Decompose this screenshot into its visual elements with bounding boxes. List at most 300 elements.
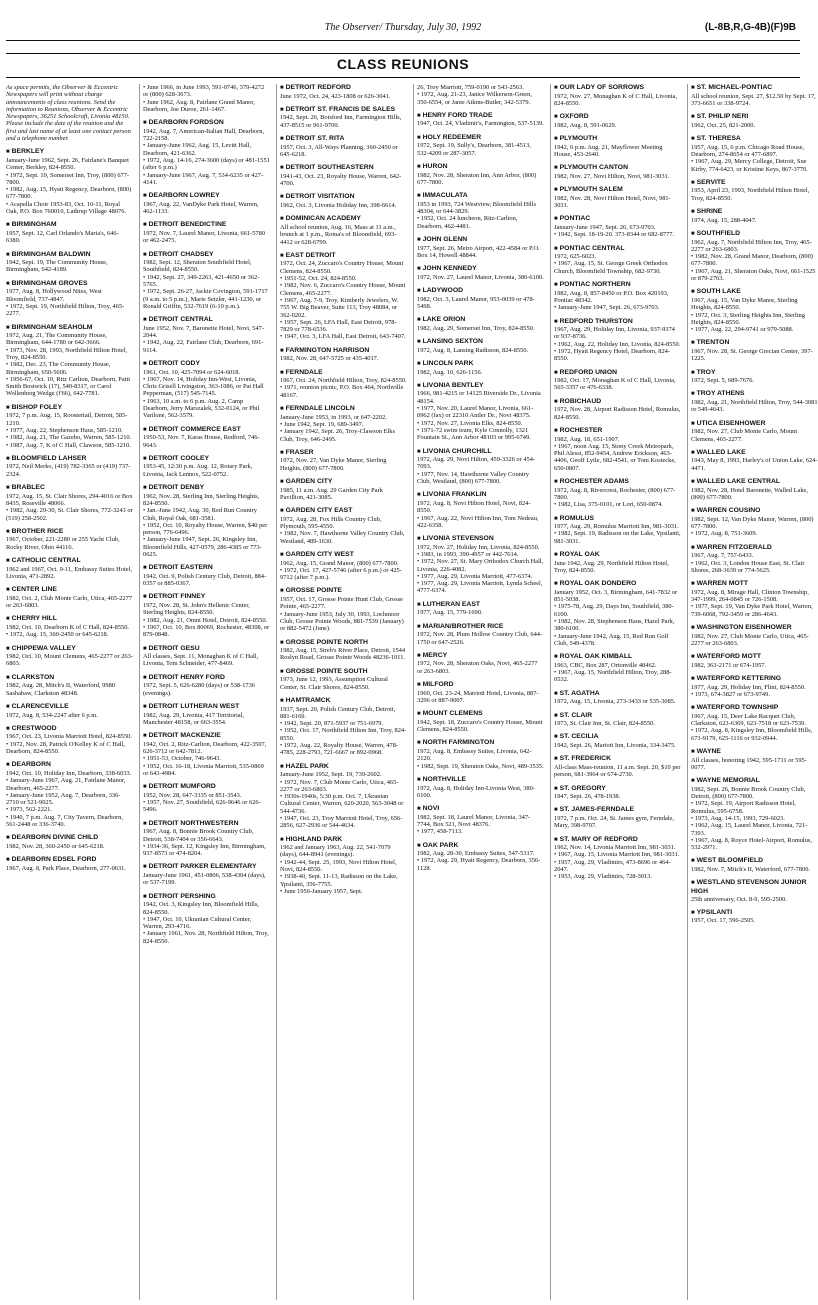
reunion-entry <box>143 863 270 886</box>
reunion-entry <box>691 230 818 282</box>
reunion-entry <box>143 484 270 558</box>
reunion-detail: 1982, 363-2171 or 674-1957. <box>691 661 767 669</box>
school-name: ■ GARDEN CITY <box>280 478 407 487</box>
reunion-entry <box>417 739 544 769</box>
reunion-entry <box>417 623 544 646</box>
school-name: ■ DETROIT COOLEY <box>143 455 270 464</box>
reunion-detail: 1962, Oct. 25, 821-2000. <box>691 121 756 129</box>
reunion-detail: • June 1962, Aug. 8, Fairlane Grand Manor, Dearborn, Joe Duroe, 261-1467. <box>143 98 255 113</box>
reunion-detail: • 1952, Oct. 10, Royalty House, Warren, $40 per person, 776-6496. <box>143 521 268 537</box>
reunion-detail: 1982, Oct. 17, Monaghan K of C Hall, Livonia, 565-3357 or 476-6338. <box>554 377 676 392</box>
reunion-detail: 1962, Aug. 15, Grand Manor, (800) 677-7800. <box>280 559 399 567</box>
reunion-detail: • 1972, Oct. 17, 427-5746 (after 6 p.m.) or 425-9712 (after 7 p.m.). <box>280 566 402 582</box>
page-header <box>6 22 800 36</box>
school-name: ■ ROYAL OAK <box>554 551 681 560</box>
reunion-entry <box>691 420 818 443</box>
reunion-entry <box>417 192 544 230</box>
reunion-entry <box>280 587 407 632</box>
reunion-entry <box>6 557 133 580</box>
reunion-detail: • June 1966, in June 1993, 591-0746, 379-4272 or (800) 628-3673. <box>143 84 265 99</box>
school-name: ■ WATERFORD MOTT <box>691 653 818 662</box>
reunion-detail: • 1957, Nov. 27, Southfield, 626-9646 or 626-5496. <box>143 799 261 814</box>
reunion-entry <box>554 515 681 545</box>
reunion-entry <box>280 507 407 545</box>
reunion-entry <box>554 712 681 728</box>
school-name: ■ HIGHLAND PARK <box>280 836 407 845</box>
reunion-entry <box>691 339 818 362</box>
reunion-entry <box>6 645 133 668</box>
school-name: ■ DETROIT SOUTHEASTERN <box>280 164 407 173</box>
reunion-entry <box>554 785 681 801</box>
reunion-entry <box>554 653 681 683</box>
reunion-entry <box>280 449 407 472</box>
school-name: ■ SOUTHFIELD <box>691 230 818 239</box>
school-name: ■ PLYMOUTH <box>554 135 681 144</box>
school-name: ■ DETROIT PARKER ELEMENTARY <box>143 863 270 872</box>
reunion-detail: 1972, Aug. 28, Fox Hills Country Club, Plymouth, 595-4550. <box>280 515 382 531</box>
reunion-detail: All-class Mass-reunion, 11 a.m. Sept. 20, $10 per person, 681-3964 or 674-2730. <box>554 763 681 779</box>
reunion-detail: • 1947, Oct. 23, Troy Marriott Hotel, Troy, 656-2856, 627-2936 or 544-4634. <box>280 814 403 830</box>
reunion-detail: • Acapella Choir 1953-83, Oct. 10-11, Royal Oak, P.O. Box 760010, Lathrup Village 48076. <box>6 200 127 216</box>
reunion-detail: 1947, Oct. 24, Vladimir's, Farmington, 537-5139. <box>417 120 544 128</box>
school-name: ■ HURON <box>417 163 544 172</box>
school-name: ■ LAKE ORION <box>417 316 544 325</box>
reunion-detail: • 1983, in 1993, 390-4957 or 442-7614. <box>417 551 519 558</box>
reunion-detail: 1982, Oct. 2, Club Monte Carlo, Utica, 465-2277 or 263-6803. <box>6 594 133 610</box>
school-name: ■ HENRY FORD TRADE <box>417 112 544 121</box>
reunion-entry <box>143 192 270 215</box>
reunion-detail: 1947, Sept. 26, 478-1938. <box>554 793 621 801</box>
reunion-detail: 1957, Oct. 3, All-Ways Planning, 360-2450 or 645-6218. <box>280 143 398 158</box>
reunion-detail: 1982, Sept. 12, Van Dyke Manor, Warren, (800) 677-7800. <box>691 515 814 531</box>
school-name: ■ DETROIT NORTHWESTERN <box>143 820 270 829</box>
reunion-columns <box>6 84 818 1300</box>
school-name: ■ LINCOLN PARK <box>417 360 544 369</box>
school-name: ■ PLYMOUTH SALEM <box>554 186 681 195</box>
reunion-entry <box>691 135 818 173</box>
school-name: ■ SHRINE <box>691 208 818 217</box>
school-name: ■ UTICA EISENHOWER <box>691 420 818 429</box>
reunion-entry <box>554 551 681 574</box>
reunion-detail: June 1952, Nov. 7, Baronette Hotel, Novi, 547-2044. <box>143 324 264 340</box>
reunion-entry <box>280 369 407 399</box>
school-name: ■ MARIAN/BROTHER RICE <box>417 623 544 632</box>
school-name: ■ SOUTH LAKE <box>691 288 818 297</box>
reunion-entry <box>554 690 681 706</box>
reunion-detail: • 1973, 674-3827 or 673-9749. <box>691 690 770 698</box>
reunion-detail: • 1982, Nov. 28, Grand Manor, Dearborn, (800) 677-7800. <box>691 253 813 268</box>
reunion-detail: • 1982, Nov. 6, Zuccaro's Country House, Mount Clemens, 465-2277. <box>280 282 406 297</box>
school-name: ■ DETROIT CENTRAL <box>143 316 270 325</box>
reunion-detail: • 1953, Aug. 29, Vladimirs, 728-3013. <box>554 873 652 881</box>
school-name: ■ LANSING SEXTON <box>417 338 544 347</box>
reunion-entry <box>6 856 133 872</box>
reunion-detail: 1977, Sept. 26, Metro Airport, 422-4584 or P.O. Box 14, Howell 48844. <box>417 244 540 259</box>
reunion-entry <box>691 369 818 385</box>
reunion-detail: • 1967, noon Aug. 15, Stony Creek Metropark, Phil Alessi, 852-9454, Andrew Erickson, 463-4406, Geoff Lytle, 682-4541, or Tom Kostecke, 650-0807. <box>554 442 676 472</box>
reunion-detail: 1977, Aug. 29, Holiday Inn, Flint, 824-8550. <box>691 683 806 691</box>
reunion-entry <box>554 164 681 180</box>
reunion-detail: • 1972, Sept. 19, Northfield Hilton, Troy, 465-2277. <box>6 302 125 318</box>
reunion-detail: 1972, Nov. 7, Laurel Manor, Livonia, 661-5780 or 462-2475. <box>143 229 265 245</box>
school-name: ■ BRABLEC <box>6 484 133 493</box>
reunion-detail: 1982, Aug. 8, 591-0629. <box>554 121 617 129</box>
reunion-detail: • January-June 1967, Aug. 7, 534-6235 or 427-4141. <box>143 171 264 186</box>
banner-rule-top <box>6 53 800 54</box>
reunion-detail: 1972, Nov. 28, Airport Radisson Hotel, Romulus, 824-8550. <box>554 406 681 421</box>
reunion-detail: 1942, Aug. 7, American-Italian Hall, Dearborn, 722-2158. <box>143 127 265 143</box>
reunion-detail: 1961, Oct. 10, 425-7094 or 624-6018. <box>143 368 241 376</box>
reunion-detail: 1972, Aug. 15, St. Clair Shores, 294-4016 or Box 8435, Roseville 48066. <box>6 492 133 507</box>
reunion-detail: • June 1956-January 1957, Sept. <box>280 887 363 895</box>
reunion-detail: 1957, Sept. 12, Carl Orlando's Maria's, 646-6380. <box>6 229 119 245</box>
reunion-detail: • 1971, reunion picnic, P.O. Box 464, Northville 48167. <box>280 384 404 399</box>
reunion-detail: • 1967, Aug. 15, Livonia Marriott Inn, 981-3031. <box>554 851 680 859</box>
reunion-entry <box>554 84 681 107</box>
reunion-detail: 1972, 7 p.m. Oct. 24, St. James gym, Ferndale, Mary, 398-9707. <box>554 814 674 830</box>
reunion-detail: 1942, Oct. 2, Ritz-Carlton, Dearborn, 422-3507, 626-3712 or 642-7812. <box>143 740 267 756</box>
reunion-detail: 26, Troy Marriott, 759-0190 or 543-2563. <box>417 84 524 91</box>
reunion-entry <box>280 668 407 691</box>
school-name: ■ CLARKSTON <box>6 674 133 683</box>
reunion-detail: • 1977, 458-7113. <box>417 828 463 836</box>
school-name: ■ WESTLAND STEVENSON JUNIOR HIGH <box>691 879 818 895</box>
page-code: (L-8B,R,G-4B)(F)9B <box>704 22 796 33</box>
school-name: ■ HOLY REDEEMER <box>417 134 544 143</box>
reunion-detail: 1972, Nov. 27, Van Dyke Manor, Sterling Heights, (800) 677-7800. <box>280 457 387 472</box>
reunion-detail: 1972, Aug. 8, Rivercrest, Rochester, (800) 677-7800. <box>554 486 676 501</box>
reunion-entry <box>143 426 270 449</box>
school-name: ■ ST. MARY OF REDFORD <box>554 836 681 845</box>
reunion-detail: • January-June 1947, Sept. 26, Kingsley Inn, Bloomfield Hills, 427-0579, 286-4385 or 773-0625. <box>143 536 262 558</box>
school-name: ■ TROY ATHENS <box>691 390 818 399</box>
school-name: ■ BISHOP FOLEY <box>6 404 133 413</box>
reunion-detail: 1972, 625-6023. <box>554 253 597 261</box>
school-name: ■ BIRMINGHAM SEAHOLM <box>6 324 133 333</box>
reunion-detail: • 1972, Nov. 7, Club Monte Carlo, Utica, 465-2277 or 263-6803. <box>280 778 399 793</box>
reunion-detail: 1962, Nov. 28, Sterling Inn, Sterling Heights, 824-8550. <box>143 492 260 507</box>
reunion-detail: • 1972, Sept. 26-27, Jackie Covington, 591-1717 (9 a.m. to 5 p.m.), Marie Setzler, 441-1230, or Ronald Griffin, 532-7619 (6-10 p.m.). <box>143 288 268 310</box>
reunion-detail: • January-June 1962, Aug. 15, Levitt Hall, Dearborn, 421-6362. <box>143 142 252 157</box>
reunion-detail: 1962 and January 1963, Aug. 22, 541-7079 (days), 644-8941 (evenings). <box>280 844 391 859</box>
reunion-detail: 1957, Oct. 17, 596-2505. <box>691 917 756 925</box>
banner-rule-bottom <box>6 77 800 78</box>
reunion-detail: All classes, Sept. 11, Monaghan K of C Hall, Livonia, Tom Schneider, 477-8469. <box>143 653 259 668</box>
reunion-detail: • 1942, Sept. 20, 871-5937 or 751-6979. <box>280 720 384 728</box>
column-5 <box>550 84 681 1300</box>
reunion-detail: • 1957, Sept. 26, LFA Hall, East Detroit, 978-7829 or 778-6536. <box>280 318 397 334</box>
reunion-detail: 1967, October, 221-2280 or 255 Yacht Club, Rocky River, Ohio 44116. <box>6 536 120 551</box>
school-name: ■ OUR LADY OF SORROWS <box>554 84 681 93</box>
reunion-detail: 1972, Aug. 8, Lansing Radisson, 824-8550. <box>417 346 529 354</box>
reunion-detail: 1950-53, Nov. 7, Karas House, Redford, 746-9643. <box>143 434 260 449</box>
reunion-entry <box>280 763 407 830</box>
school-name: ■ MOUNT CLEMENS <box>417 710 544 719</box>
reunion-detail: All classes, honoring 1942, 595-1711 or 595-0077. <box>691 756 807 771</box>
school-name: ■ GROSSE POINTE <box>280 587 407 596</box>
reunion-detail: • 1973, Aug. 14-15, 1993, 729-6023. <box>691 814 785 822</box>
school-name: ■ GARDEN CITY EAST <box>280 507 407 516</box>
reunion-detail: 1972, Sept. 5, 689-7676. <box>691 377 755 385</box>
reunion-detail: 1967, Aug. 8, Bonnie Brook Country Club, Detroit, 538-7404 or 356-6643. <box>143 828 254 843</box>
school-name: ■ JOHN KENNEDY <box>417 265 544 274</box>
reunion-detail: 1972, Aug. 8, Embassy Suites, Livonia, 642-2120. <box>417 748 532 763</box>
school-name: ■ ROMULUS <box>554 515 681 524</box>
reunion-detail: 1982, Sept. 12, Sheraton Southfield Hotel, Southfield, 824-8550. <box>143 259 252 274</box>
reunion-detail: 1942, Sept. 19, The Community House, Birmingham, 642-4189. <box>6 259 108 274</box>
school-name: ■ ROCHESTER ADAMS <box>554 478 681 487</box>
reunion-detail: 1942, Oct. 9, Polish Century Club, Detroit, 884-0357 or 885-0367. <box>143 572 267 588</box>
reunion-entry <box>691 704 818 742</box>
reunion-detail: • 1967, Aug. 29, Mercy College, Detroit, Sue Kirby, 774-6423, or Kristine Keys, 867-3770. <box>691 158 808 173</box>
reunion-detail: 1985, 11 a.m. Aug. 29 Garden City Park Pavillion, 421-3085. <box>280 486 383 501</box>
reunion-detail: 1942, Sept. 26, Botsford Inn, Farmington Hills, 437-8515 or 961-9700. <box>280 114 402 129</box>
school-name: ■ CHERRY HILL <box>6 615 133 624</box>
school-name: ■ SERVITE <box>691 179 818 188</box>
reunion-entry <box>691 113 818 129</box>
column-3 <box>276 84 407 1300</box>
reunion-detail: • 1982, Dec. 23, The Community House, Birmingham, 650-5606. <box>6 361 111 376</box>
reunion-detail: 1943, May 8, 1993, Harley's of Union Lake, 624-4471. <box>691 457 818 472</box>
reunion-detail: • 1952, Oct. 24 luncheon, Ritz-Carlton, Dearborn, 462-4481. <box>417 215 518 230</box>
reunion-entry <box>143 564 270 587</box>
school-name: ■ PLYMOUTH CANTON <box>554 164 681 173</box>
reunion-detail: January-June 1952, Sept. 19, 739-2602. <box>280 771 382 779</box>
reunion-entry <box>691 390 818 413</box>
reunion-detail: • 1977, Aug. 22, 294-9741 or 979-5088. <box>691 326 794 334</box>
reunion-detail: 1967, Nov. 28, St. George Grecian Center, 397-1225. <box>691 347 813 363</box>
school-name: ■ WEST BLOOMFIELD <box>691 857 818 866</box>
reunion-detail: 1982, Nov. 28, 647-5725 or 435-4017. <box>280 355 379 363</box>
reunion-detail: 1972, Sept. 5, 626-6280 (days) or 538-1736 (evenings). <box>143 682 256 697</box>
reunion-entry <box>417 710 544 733</box>
reunion-detail: 1942, Oct. 3, Kingsley Inn, Bloomfield Hills, 824-8550. <box>143 901 259 916</box>
reunion-detail: • 1938-40, Sept. 11-13, Radisson on the Lake, Ypsilanti, 356-7755. <box>280 873 398 888</box>
school-name: ■ ST. PHILIP NERI <box>691 113 818 122</box>
reunion-detail: • 1952, Oct. 17, Northfield Hilton Inn, Troy, 824-8550. <box>280 727 407 742</box>
school-name: ■ ROBICHAUD <box>554 398 681 407</box>
reunion-entry <box>554 135 681 158</box>
reunion-entry <box>554 755 681 778</box>
reunion-detail: • 1942, Sept. 18-19-20. 373-8344 or 682-8777. <box>554 231 675 239</box>
school-name: ■ DETROIT BENEDICTINE <box>143 221 270 230</box>
reunion-detail: 1972, Aug. 8, Holiday Inn-Livonia West, 380-6100. <box>417 784 535 799</box>
reunion-entry <box>691 675 818 698</box>
reunion-detail: • 1972, Aug. 21-23, Janice Wilkerson-Green, 350-6554, or Janie Atkins-Butler, 342-5379. <box>417 91 532 106</box>
reunion-detail: 1972, Aug. 15, Livonia, 273-3433 or 535-3085. <box>554 698 676 706</box>
reunion-detail: 1972, Sept. 19, Sully's, Dearborn, 381-4513, 532-4209 or 287-3057. <box>417 142 531 157</box>
school-name: ■ PONTIAC CENTRAL <box>554 245 681 254</box>
reunion-detail: 1966, 981-4215 or 14125 Riverside Dr., Livonia 48154. <box>417 390 541 405</box>
reunion-detail: 1942, Sept. 26, Mariott Inn, Livonia, 334-3475. <box>554 742 676 750</box>
reunion-entry <box>417 316 544 332</box>
reunion-entry <box>691 653 818 669</box>
reunion-detail: 1972, Aug. 29, Novi Hilton, 459-3326 or 454-7093. <box>417 456 536 471</box>
school-name: ■ JOHN GLENN <box>417 236 544 245</box>
school-name: ■ DEARBORN <box>6 761 133 770</box>
reunion-entry <box>691 879 818 902</box>
column-6 <box>687 84 818 1300</box>
reunion-detail: • January-June 1953, July 30, 1993, Lochmoor Club, Grosse Pointe Woods, 881-7539 (January) or 882-5472 (June). <box>280 610 404 633</box>
reunion-entry <box>143 674 270 697</box>
column-1 <box>6 84 133 1300</box>
reunion-entry <box>143 893 270 945</box>
reunion-detail: • 1942-44, Sept. 25, 1993, Novi Hilton Hotel, Novi, 824-8550. <box>280 858 397 874</box>
reunion-detail: 1942, 6 p.m. Aug. 21, Mayflower Meeting House, 453-2640. <box>554 143 663 158</box>
school-name: ■ FRASER <box>280 449 407 458</box>
reunion-entry <box>6 761 133 828</box>
reunion-entry <box>6 674 133 697</box>
reunion-detail: • 1942, Aug. 22, Fairlane Club, Dearborn, 691-9114. <box>143 339 264 354</box>
school-name: ■ LIVONIA BENTLEY <box>417 382 544 391</box>
school-name: ■ NOVI <box>417 805 544 814</box>
reunion-detail: • 1977, Aug. 29, Livonia Marriott, 477-6374. <box>417 572 533 580</box>
reunion-detail: • 1947, Oct. 10, Ukranian Cultural Center, Warren, 293-4716. <box>143 915 252 931</box>
reunion-entry <box>6 528 133 551</box>
school-name: ■ HAZEL PARK <box>280 763 407 772</box>
reunion-detail: • January 1961, Nov. 28, Northfield Hilton, Troy, 824-8550. <box>143 930 269 945</box>
school-name: ■ LADYWOOD <box>417 287 544 296</box>
school-name: ■ PONTIAC NORTHERN <box>554 281 681 290</box>
school-name: ■ DETROIT DENBY <box>143 484 270 493</box>
reunion-detail: 1967, Aug. 8, Park Place, Dearborn, 277-0631. <box>6 864 126 872</box>
reunion-detail: 1982, Oct. 10, Mount Clemens, 465-2277 or 263-6803. <box>6 653 133 668</box>
reunion-entry <box>280 252 407 341</box>
school-name: ■ OXFORD <box>554 113 681 122</box>
school-name: ■ DETROIT REDFORD <box>280 84 407 93</box>
reunion-detail: 1982, Aug. 18, 651-1907. <box>554 435 620 443</box>
header-rule <box>6 40 800 41</box>
reunion-detail: • 1972, Aug. 15, 360-2450 or 645-6218. <box>6 631 109 639</box>
school-name: ■ FERNDALE <box>280 369 407 378</box>
school-name: ■ DETROIT ST. RITA <box>280 135 407 144</box>
reunion-detail: January-June 1953, in 1993, or 647-2202. <box>280 413 387 421</box>
school-name: ■ BROTHER RICE <box>6 528 133 537</box>
reunion-entry <box>6 455 133 478</box>
reunion-detail: • 1972, Sept. 19, Somerset Inn, Troy, (800) 677-7800. <box>6 171 130 186</box>
reunion-entry <box>554 215 681 238</box>
reunion-entry <box>6 404 133 449</box>
school-name: ■ ST. JAMES-FERNDALE <box>554 806 681 815</box>
reunion-detail: • 1973, 562-2221. <box>6 806 52 814</box>
reunion-detail: • 1982, Sept. 19, Radisson on the Lake, Ypsilanti, 981-3031. <box>554 530 681 545</box>
reunion-entry <box>417 382 544 442</box>
school-name: ■ ROYAL OAK DONDERO <box>554 580 681 589</box>
reunion-entry <box>417 134 544 157</box>
intro-notice: As space permits, the Observer & Eccentric Newspapers will print without charge announcements of class reunions. Send the information to Reunions, Observer & Eccentric Newspapers, 36251 Schoolcraft, Livonia 48150. Please include the date of the reunion and the first and last name of at least one contact person and a telephone number. <box>6 84 131 143</box>
school-name: ■ DETROIT EASTERN <box>143 564 270 573</box>
reunion-detail: 1967, Aug. 22, VanDyke Park Hotel, Warren, 462-1133. <box>143 200 259 216</box>
reunion-detail: • 1930s-1940s, 5:30 p.m. Oct. 7, Ukranian Cultural Center, Warren, 620-2020, 563-3048 or 544-4736. <box>280 793 404 815</box>
reunion-entry <box>6 484 133 522</box>
reunion-detail: 1982, Nov. 27, Novi Hilton, Novi, 981-3031. <box>554 172 670 180</box>
reunion-detail: January-June 1961, 451-0806, 538-4304 (days), or 537-7199. <box>143 872 266 887</box>
reunion-entry <box>691 449 818 472</box>
reunion-detail: 1982, Aug. 15, Streb's River Place, Detroit, 1544 Roslyn Road, Grosse Pointe Woods 48236-1011. <box>280 647 406 662</box>
reunion-detail: 1963, CBC, Box 287, Ortonville 48462. <box>554 661 657 669</box>
reunion-detail: • 1982, Aug. 29-30, St. Clair Shores, 772-3243 or (519) 258-2502. <box>6 507 133 522</box>
reunion-detail: • 1982, Aug. 21, The Gazebo, Warren, 585-1210. <box>6 434 132 442</box>
reunion-detail: 1972, Nov. 27, Laurel Manor, Livonia, 380-6100. <box>417 273 544 281</box>
reunion-entry <box>280 478 407 501</box>
reunion-detail: 1967, Oct. 24, Northfield Hilton, Troy, 824-8550. <box>280 377 407 385</box>
reunion-detail: • 1977, Aug. 29, Livonia Marriott, Lynda Scheel, 4777-6374. <box>417 580 543 595</box>
reunion-detail: • 1972, Hyatt Regency Hotel, Dearborn, 824-8550. <box>554 347 670 363</box>
reunion-detail: • 1972, Aug. 14-16, 274-3600 (days) or 481-1551 (after 6 p.m.) <box>143 156 270 172</box>
reunion-detail: 1957, Aug. 15, 6 p.m. Chicago Road House, Dearborn, 274-8654 or 477-6897. <box>691 143 805 158</box>
reunion-entry <box>280 405 407 443</box>
school-name: ■ WATERFORD KETTERING <box>691 675 818 684</box>
reunion-detail: 1972, Nov. 28, St. John's Hellenic Center, Sterling Heights, 824-8550. <box>143 602 250 617</box>
reunion-detail: 1972, Oct. 24, Zuccaro's Country House, Mount Clemens, 824-8550. <box>280 260 404 275</box>
school-name: ■ DETROIT CHADSEY <box>143 251 270 260</box>
school-name: ■ GROSSE POINTE NORTH <box>280 639 407 648</box>
reunion-detail: • 1967, Aug. 22, Novi Hilton Inn, Tom Nedeau, 422-6358. <box>417 514 539 529</box>
reunion-detail: • 1967, Aug. 15, St. George Greek Orthodox Church, Bloomfield Township, 682-9730. <box>554 260 668 275</box>
reunion-entry <box>143 84 270 113</box>
reunion-detail: 1973, St. Clair Inn, St. Clair, 824-8550. <box>554 720 655 728</box>
reunion-detail: January-June 1947, Sept. 26, 673-9703. <box>554 223 656 231</box>
reunion-detail: 1957, Oct. 17, Grosse Pointe Hunt Club, Grosse Pointe, 465-2277. <box>280 596 404 611</box>
reunion-entry <box>6 725 133 755</box>
reunion-detail: • 1972, Nov. 27, Livonia Elks, 824-8550. <box>417 419 523 427</box>
reunion-detail: 1982, Aug. 21, Northfield Hilton, Troy, 544-3081 or 549-4643. <box>691 399 818 414</box>
reunion-entry <box>417 448 544 486</box>
reunion-entry <box>691 478 818 501</box>
reunion-entry <box>280 215 407 245</box>
column-2 <box>139 84 270 1300</box>
reunion-detail: • 1947, Oct. 3, LFA Hall, East Detroit, 643-7407. <box>280 333 406 341</box>
school-name: ■ DETROIT VISITATION <box>280 193 407 202</box>
reunion-detail: 1972, Nov. 28, Sheraton Oaks, Novi, 465-2277 or 263-6803. <box>417 660 538 675</box>
reunion-entry <box>417 652 544 675</box>
reunion-entry <box>691 208 818 224</box>
reunion-detail: 1982, Aug. 8, 857-8450 or P.O. Box 420193, Pontiac 48342. <box>554 289 669 304</box>
reunion-detail: • 1982, Nov. 28, Stephenson Haus, Hazel Park, 380-6100. <box>554 617 675 633</box>
school-name: ■ WARREN COUSINO <box>691 507 818 516</box>
school-name: ■ DEARBORN EDSEL FORD <box>6 856 133 865</box>
reunion-detail: • 1982, Aug. 15, Hyatt Regency, Dearborn, (800) 677-7800. <box>6 186 132 201</box>
reunion-entry <box>417 287 544 310</box>
school-name: ■ CHIPPEWA VALLEY <box>6 645 133 654</box>
school-name: ■ DEARBORN FORDSON <box>143 119 270 128</box>
school-name: ■ FARMINGTON HARRISON <box>280 347 407 356</box>
school-name: ■ MERCY <box>417 652 544 661</box>
reunion-detail: 1962, Aug. 7, Northfield Hilton Inn, Troy, 465-2277 or 263-6803. <box>691 238 812 253</box>
school-name: ■ WALLED LAKE <box>691 449 818 458</box>
reunion-entry <box>143 360 270 420</box>
reunion-entry <box>554 478 681 508</box>
school-name: ■ WARREN MOTT <box>691 580 818 589</box>
reunion-entry <box>6 148 133 215</box>
school-name: ■ ST. FREDERICK <box>554 755 681 764</box>
reunion-detail: • 1972, Aug. 8, Kingsley Inn, Bloomfield Hills, 673-9179, 625-1116 or 932-0944. <box>691 727 813 742</box>
reunion-detail: 1972, Nov. 27, Monaghan K of C Hall, Livonia, 824-8550. <box>554 92 677 107</box>
reunion-entry <box>143 221 270 244</box>
reunion-detail: 1953, April 23, 1993, Northfield Hilton Hotel, Troy, 824-8550. <box>691 187 810 202</box>
school-name: ■ BLOOMFIELD LAHSER <box>6 455 133 464</box>
school-name: ■ ST. GREGORY <box>554 785 681 794</box>
reunion-detail: • June 1942, Sept. 19, 689-3497. <box>280 420 364 428</box>
school-name: ■ DOMINICAN ACADEMY <box>280 215 407 224</box>
school-name: ■ BIRMINGHAM GROVES <box>6 280 133 289</box>
reunion-detail: 1942, Sept. 18, Zuccaro's Country House, Mount Clemens, 824-8550. <box>417 718 543 734</box>
school-name: ■ NORTH FARMINGTON <box>417 739 544 748</box>
school-name: ■ TRENTON <box>691 339 818 348</box>
school-name: ■ REDFORD UNION <box>554 369 681 378</box>
reunion-detail: 1982, Nov. 28, 360-2450 or 645-6218. <box>6 842 105 850</box>
school-name: ■ OAK PARK <box>417 842 544 851</box>
